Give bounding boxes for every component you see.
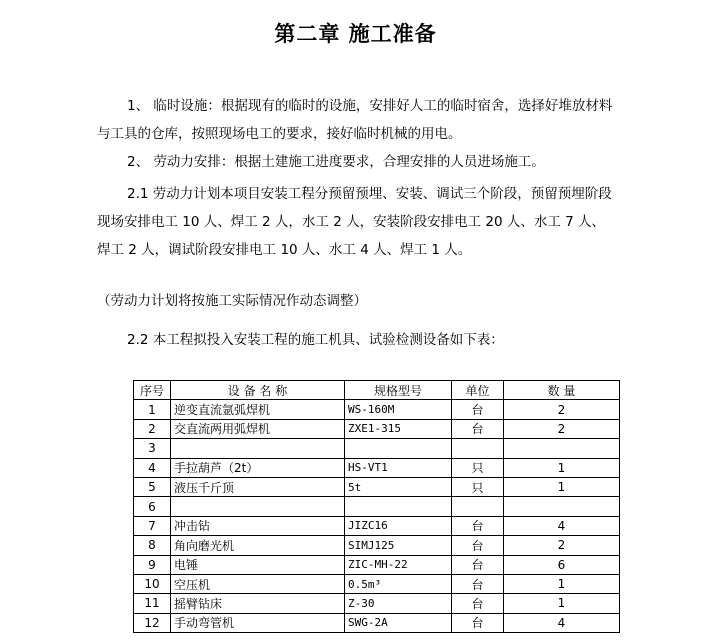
table-row <box>134 439 620 458</box>
table-body <box>134 400 620 633</box>
cell-model-spec <box>345 497 452 516</box>
paragraph-labor-plan: 2.1 劳动力计划本项目安装工程分预留预埋、安装、调试三个阶段，预留预埋阶段现场安排电工 10 人、焊工 2 人，水工 2 人，安装阶段安排电工 20 人、水工 7 人、焊工 2 人，调试阶段安排电工 10 人、水工 4 人、焊工 1 人。 <box>97 186 612 258</box>
table-row <box>134 536 620 555</box>
cell-unit <box>452 439 504 458</box>
cell-index: 8 <box>134 536 171 555</box>
cell-unit: 台 <box>452 555 504 574</box>
cell-quantity <box>504 439 620 458</box>
cell-equipment-name <box>171 497 345 516</box>
paragraph-dynamic-adjustment-note: （劳动力计划将按施工实际情况作动态调整） <box>97 293 367 309</box>
cell-model-spec: SIMJ125 <box>345 536 452 555</box>
table-row <box>134 400 620 419</box>
paragraph-equipment-intro: 2.2 本工程拟投入安装工程的施工机具、试验检测设备如下表： <box>127 332 504 348</box>
table-row <box>134 419 620 438</box>
header-index: 序号 <box>134 381 171 400</box>
cell-model-spec: HS-VT1 <box>345 458 452 477</box>
cell-quantity: 1 <box>504 574 620 593</box>
cell-model-spec: JIZC16 <box>345 516 452 535</box>
cell-quantity: 4 <box>504 613 620 632</box>
table-row <box>134 516 620 535</box>
cell-quantity <box>504 497 620 516</box>
cell-index: 9 <box>134 555 171 574</box>
cell-model-spec: 5t <box>345 477 452 496</box>
cell-quantity: 2 <box>504 400 620 419</box>
cell-equipment-name: 手拉葫芦（2t） <box>171 458 345 477</box>
cell-unit: 台 <box>452 594 504 613</box>
table-row <box>134 458 620 477</box>
cell-equipment-name: 摇臂钻床 <box>171 594 345 613</box>
table-row <box>134 613 620 632</box>
cell-quantity: 2 <box>504 419 620 438</box>
table-header-row <box>134 381 620 400</box>
cell-unit: 台 <box>452 574 504 593</box>
cell-equipment-name: 逆变直流氩弧焊机 <box>171 400 345 419</box>
cell-equipment-name <box>171 439 345 458</box>
cell-index: 5 <box>134 477 171 496</box>
header-model-spec: 规格型号 <box>345 381 452 400</box>
cell-equipment-name: 冲击钻 <box>171 516 345 535</box>
cell-unit: 只 <box>452 477 504 496</box>
header-unit: 单位 <box>452 381 504 400</box>
chapter-title: 第二章 施工准备 <box>274 22 437 46</box>
cell-index: 10 <box>134 574 171 593</box>
cell-unit: 台 <box>452 516 504 535</box>
cell-unit: 台 <box>452 419 504 438</box>
cell-equipment-name: 空压机 <box>171 574 345 593</box>
cell-model-spec: WS-160M <box>345 400 452 419</box>
cell-index: 3 <box>134 439 171 458</box>
table-row <box>134 594 620 613</box>
cell-equipment-name: 交直流两用弧焊机 <box>171 419 345 438</box>
equipment-table <box>133 380 620 633</box>
header-quantity: 数 量 <box>504 381 620 400</box>
cell-index: 1 <box>134 400 171 419</box>
cell-unit <box>452 497 504 516</box>
paragraph-labor-arrangement: 2、 劳动力安排：根据土建施工进度要求，合理安排的人员进场施工。 <box>127 154 545 170</box>
cell-equipment-name: 角向磨光机 <box>171 536 345 555</box>
cell-unit: 台 <box>452 536 504 555</box>
cell-model-spec: Z-30 <box>345 594 452 613</box>
cell-quantity: 6 <box>504 555 620 574</box>
cell-model-spec: SWG-2A <box>345 613 452 632</box>
cell-model-spec: 0.5m³ <box>345 574 452 593</box>
cell-quantity: 1 <box>504 594 620 613</box>
cell-index: 2 <box>134 419 171 438</box>
table-row <box>134 477 620 496</box>
cell-quantity: 1 <box>504 477 620 496</box>
cell-model-spec <box>345 439 452 458</box>
cell-quantity: 2 <box>504 536 620 555</box>
cell-index: 4 <box>134 458 171 477</box>
cell-index: 6 <box>134 497 171 516</box>
table-row <box>134 574 620 593</box>
cell-index: 11 <box>134 594 171 613</box>
table-row <box>134 497 620 516</box>
cell-quantity: 1 <box>504 458 620 477</box>
table-row <box>134 555 620 574</box>
cell-unit: 只 <box>452 458 504 477</box>
cell-quantity: 4 <box>504 516 620 535</box>
cell-unit: 台 <box>452 400 504 419</box>
header-equipment-name: 设 备 名 称 <box>171 381 345 400</box>
cell-index: 7 <box>134 516 171 535</box>
cell-model-spec: ZIC-MH-22 <box>345 555 452 574</box>
cell-equipment-name: 手动弯管机 <box>171 613 345 632</box>
cell-unit: 台 <box>452 613 504 632</box>
cell-model-spec: ZXE1-315 <box>345 419 452 438</box>
cell-index: 12 <box>134 613 171 632</box>
cell-equipment-name: 电锤 <box>171 555 345 574</box>
paragraph-temporary-facilities: 1、 临时设施：根据现有的临时的设施，安排好人工的临时宿舍，选择好堆放材料与工具的仓库，按照现场电工的要求，接好临时机械的用电。 <box>97 98 613 142</box>
cell-equipment-name: 液压千斤顶 <box>171 477 345 496</box>
